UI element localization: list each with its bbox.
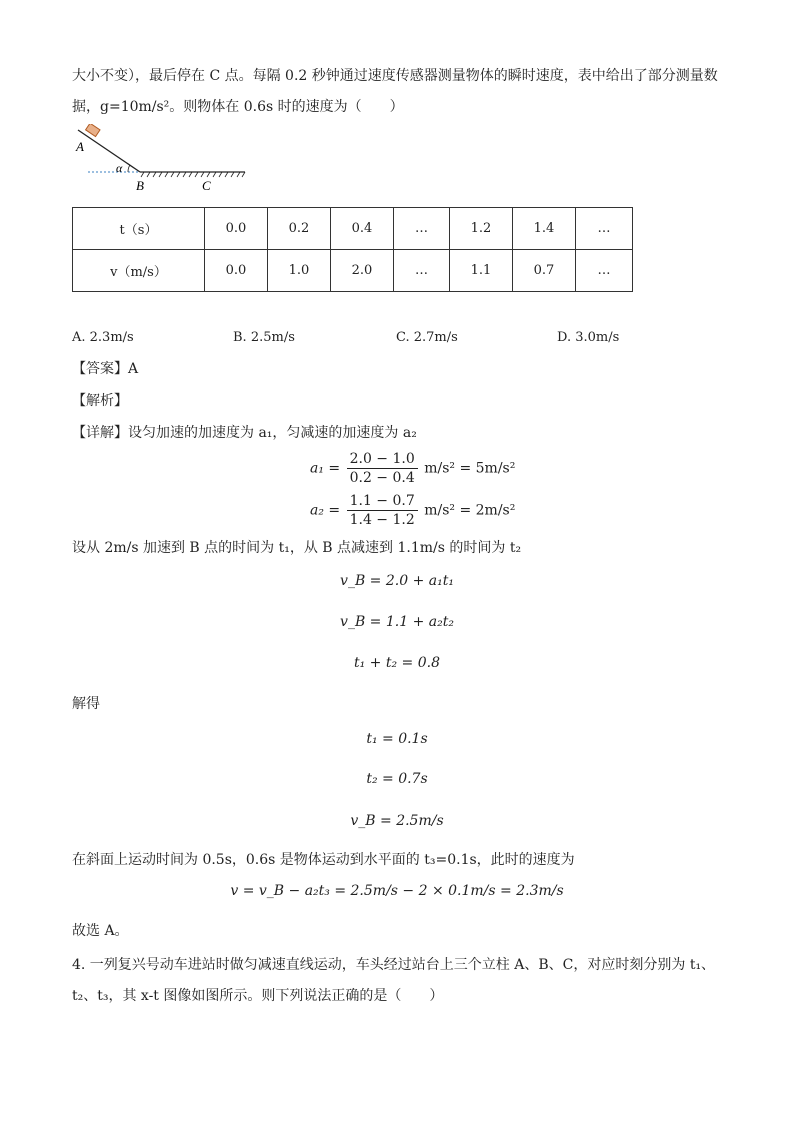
table-header-cell: t（s） (73, 208, 205, 250)
eq-a1-rhs: m/s² = 5m/s² (424, 460, 516, 477)
equation-a1 (310, 450, 515, 487)
option-d: D. 3.0m/s (557, 330, 620, 345)
equation-final: v = v_B − a₂t₃ = 2.5m/s − 2 × 0.1m/s = 2.3m/s (230, 883, 564, 899)
detail-line (72, 423, 417, 443)
eq-a2-denominator: 1.4 − 1.2 (349, 512, 415, 528)
measurement-table (72, 207, 633, 292)
table-row (73, 208, 633, 250)
equation-vb-1: v_B = 2.0 + a₁t₁ (340, 573, 454, 589)
detail-tag: 【详解】 (72, 425, 128, 441)
equation-sum: t₁ + t₂ = 0.8 (353, 655, 440, 671)
answer-line (72, 359, 138, 379)
block-shape (86, 124, 100, 137)
eq-a2-fraction (347, 492, 418, 529)
detail-text: 设匀加速的加速度为 a₁，匀减速的加速度为 a₂ (128, 425, 417, 441)
eq-a2-rhs: m/s² = 2m/s² (424, 502, 516, 519)
time-explanation: 设从 2m/s 加速到 B 点的时间为 t₁，从 B 点减速到 1.1m/s 的时间为 t₂ (72, 540, 522, 556)
question-4-line-1: 4. 一列复兴号动车进站时做匀减速直线运动，车头经过站台上三个立柱 A、B、C，对应时刻分别为 t₁、 (72, 957, 716, 973)
option-b: B. 2.5m/s (233, 330, 295, 345)
solve-label: 解得 (72, 696, 100, 712)
incline-diagram (72, 124, 252, 196)
eq-a1-fraction (347, 450, 418, 487)
eq-a1-numerator: 2.0 − 1.0 (347, 450, 418, 469)
choose-line: 故选 A。 (72, 923, 129, 939)
table-cell: 0.0 (205, 250, 268, 292)
incline-explanation: 在斜面上运动时间为 0.5s，0.6s 是物体运动到水平面的 t₃=0.1s，此时的速度为 (72, 852, 575, 868)
option-a: A. 2.3m/s (72, 330, 134, 345)
table-cell: … (394, 208, 450, 250)
table-cell: 0.2 (268, 208, 331, 250)
label-b: B (136, 178, 144, 193)
eq-a1-denominator: 0.2 − 0.4 (349, 470, 415, 486)
eq-a2-numerator: 1.1 − 0.7 (347, 492, 418, 511)
table-cell: 1.4 (513, 208, 576, 250)
analysis-tag: 【解析】 (72, 393, 128, 409)
equation-vb-2: v_B = 1.1 + a₂t₂ (340, 614, 454, 630)
table-cell: 2.0 (331, 250, 394, 292)
result-vb: v_B = 2.5m/s (350, 813, 444, 829)
table-cell: … (576, 208, 633, 250)
result-t1: t₁ = 0.1s (366, 731, 428, 747)
table-header-cell: v（m/s） (73, 250, 205, 292)
intro-line-1: 大小不变），最后停在 C 点。每隔 0.2 秒钟通过速度传感器测量物体的瞬时速度，表中给出了部分测量数 (72, 68, 718, 84)
result-t2: t₂ = 0.7s (366, 771, 428, 787)
option-c: C. 2.7m/s (396, 330, 458, 345)
question-4-line-2: t₂、t₃，其 x-t 图像如图所示。则下列说法正确的是（ ） (72, 988, 444, 1004)
label-a: A (76, 139, 84, 154)
label-c: C (202, 178, 211, 193)
eq-a2-lhs: a₂ = (310, 502, 341, 519)
table-cell: 1.1 (450, 250, 513, 292)
intro-line-2: 据，g=10m/s²。则物体在 0.6s 时的速度为（ ） (72, 99, 404, 115)
table-row (73, 250, 633, 292)
table-cell: 1.0 (268, 250, 331, 292)
label-alpha: α (116, 161, 123, 175)
answer-tag: 【答案】 (72, 361, 128, 377)
table-cell: … (576, 250, 633, 292)
table-cell: 0.7 (513, 250, 576, 292)
table-cell: 0.4 (331, 208, 394, 250)
equation-a2 (310, 492, 515, 529)
eq-a1-lhs: a₁ = (310, 460, 341, 477)
answer-value: A (128, 361, 139, 377)
table-cell: 1.2 (450, 208, 513, 250)
table-cell: … (394, 250, 450, 292)
table-cell: 0.0 (205, 208, 268, 250)
